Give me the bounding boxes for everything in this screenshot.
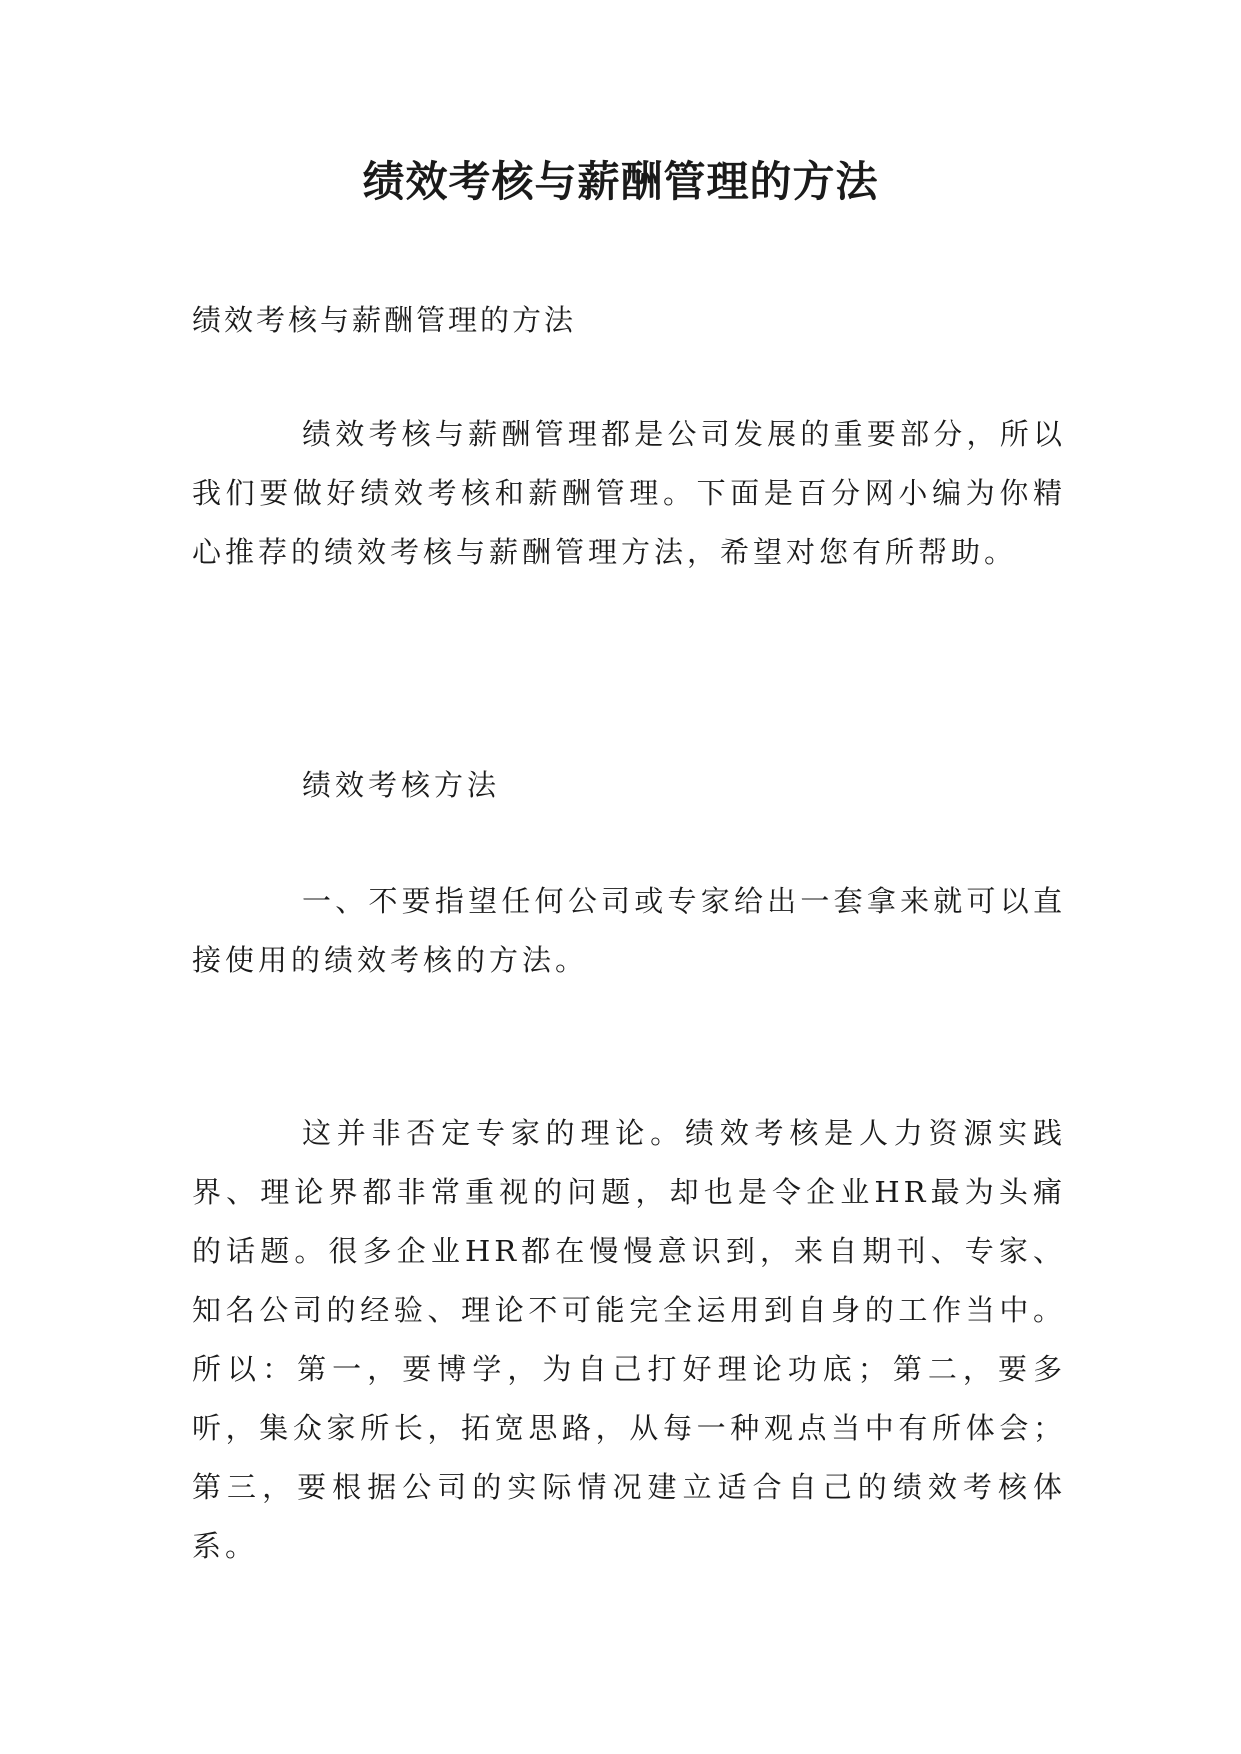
intro-paragraph: 绩效考核与薪酬管理都是公司发展的重要部分，所以我们要做好绩效考核和薪酬管理。下面是百分网小编为你精心推荐的绩效考核与薪酬管理方法，希望对您有所帮助。 <box>192 417 1066 569</box>
document-subtitle: 绩效考核与薪酬管理的方法 <box>192 303 577 337</box>
point-one-paragraph: 一、不要指望任何公司或专家给出一套拿来就可以直接使用的绩效考核的方法。 <box>192 884 1066 977</box>
document-title: 绩效考核与薪酬管理的方法 <box>362 157 879 206</box>
section-heading: 绩效考核方法 <box>302 768 501 802</box>
point-one-detail-paragraph: 这并非否定专家的理论。绩效考核是人力资源实践界、理论界都非常重视的问题，却也是令企业HR最为头痛的话题。很多企业HR都在慢慢意识到，来自期刊、专家、知名公司的经验、理论不可能完全运用到自身的工作当中。所以：第一，要博学，为自己打好理论功底；第二，要多听，集众家所长，拓宽思路，从每一种观点当中有所体会；第三，要根据公司的实际情况建立适合自己的绩效考核体系。 <box>192 1116 1066 1563</box>
